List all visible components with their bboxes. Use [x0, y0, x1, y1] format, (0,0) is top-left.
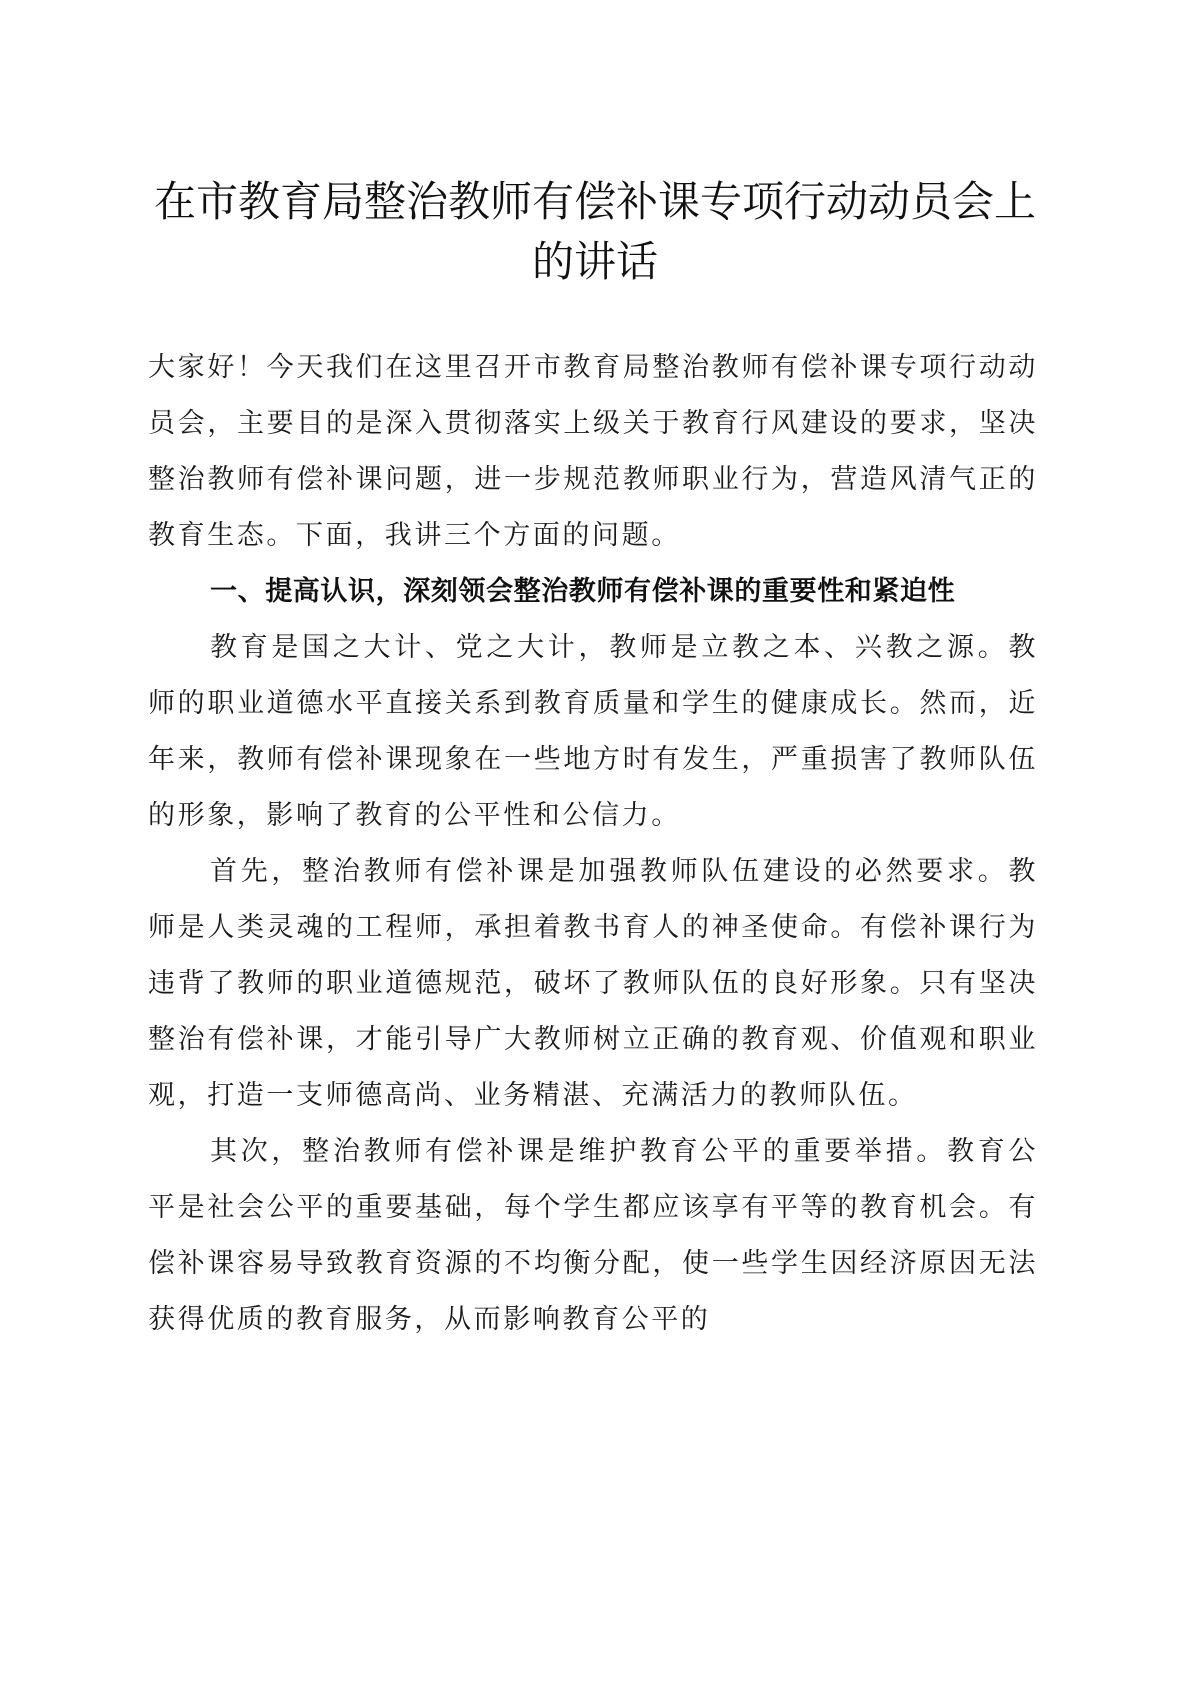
body-paragraph: 首先，整治教师有偿补课是加强教师队伍建设的必然要求。教师是人类灵魂的工程师，承担着教书育人的神圣使命。有偿补课行为违背了教师的职业道德规范，破坏了教师队伍的良好形象。只有坚决整治有偿补课，才能引导广大教师树立正确的教育观、价值观和职业观，打造一支师德高尚、业务精湛、充满活力的教师队伍。 [148, 856, 1038, 1111]
body-paragraph: 其次，整治教师有偿补课是维护教育公平的重要举措。教育公平是社会公平的重要基础，每个学生都应该享有平等的教育机会。有偿补课容易导致教育资源的不均衡分配，使一些学生因经济原因无法获得优质的教育服务，从而影响教育公平的 [148, 1136, 1038, 1335]
document-body [148, 340, 1038, 1348]
opening-paragraph: 大家好！今天我们在这里召开市教育局整治教师有偿补课专项行动动员会，主要目的是深入贯彻落实上级关于教育行风建设的要求，坚决整治教师有偿补课问题，进一步规范教师职业行为，营造风清气正的教育生态。下面，我讲三个方面的问题。 [148, 352, 1038, 551]
body-paragraph: 教育是国之大计、党之大计，教师是立教之本、兴教之源。教师的职业道德水平直接关系到教育质量和学生的健康成长。然而，近年来，教师有偿补课现象在一些地方时有发生，严重损害了教师队伍的形象，影响了教育的公平性和公信力。 [148, 632, 1038, 831]
document-title: 在市教育局整治教师有偿补课专项行动动员会上的讲话 [153, 177, 1036, 286]
section-heading-1: 一、提高认识，深刻领会整治教师有偿补课的重要性和紧迫性 [210, 576, 956, 607]
